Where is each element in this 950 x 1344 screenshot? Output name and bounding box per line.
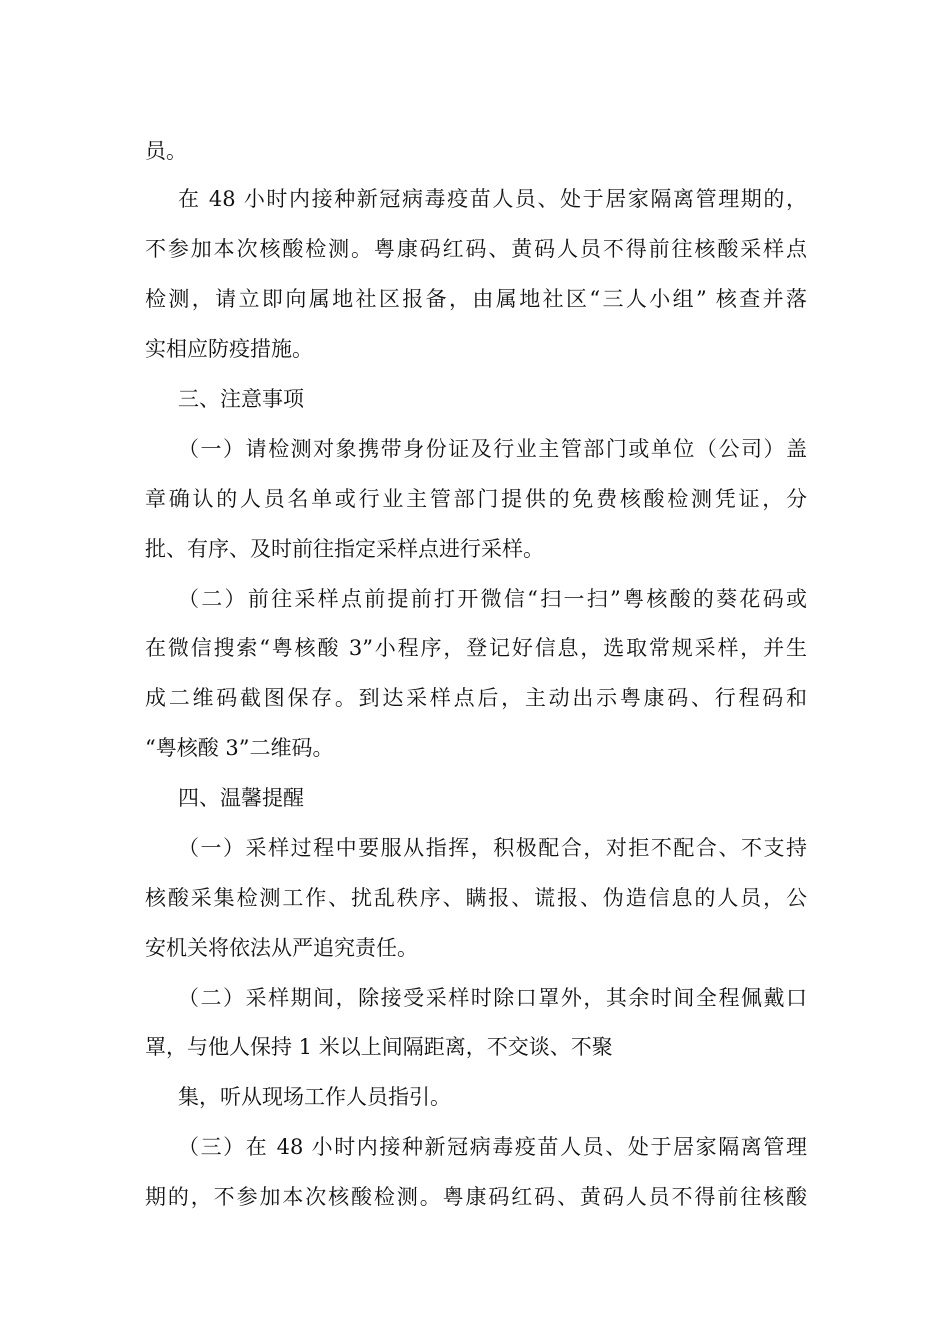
section-heading: 四、温馨提醒 [178,786,304,810]
text-line: 不参加本次核酸检测。粤康码红码、黄码人员不得前往核酸采样点 [145,237,807,261]
text-line: 核酸采集检测工作、扰乱秩序、瞒报、谎报、伪造信息的人员，公 [145,886,807,910]
text-line: 实相应防疫措施。 [145,337,313,361]
text-line: “粤核酸 3”二维码。 [145,736,334,760]
text-line: 在微信搜索“粤核酸 3”小程序，登记好信息，选取常规采样，并生 [145,636,807,660]
text-line: （一）采样过程中要服从指挥，积极配合，对拒不配合、不支持 [178,836,807,860]
text-line: （三）在 48 小时内接种新冠病毒疫苗人员、处于居家隔离管理 [178,1135,807,1159]
text-line: 期的，不参加本次核酸检测。粤康码红码、黄码人员不得前往核酸 [145,1185,807,1209]
text-line: 安机关将依法从严追究责任。 [145,936,418,960]
text-line: 检测，请立即向属地社区报备，由属地社区“三人小组” 核查并落 [145,287,807,311]
text-line: （二）采样期间，除接受采样时除口罩外，其余时间全程佩戴口 [178,986,807,1010]
text-line: 员。 [145,139,187,163]
text-line: 章确认的人员名单或行业主管部门提供的免费核酸检测凭证，分 [145,487,807,511]
text-line: 批、有序、及时前往指定采样点进行采样。 [145,537,544,561]
text-line: （一）请检测对象携带身份证及行业主管部门或单位（公司）盖 [178,437,807,461]
text-line: 集，听从现场工作人员指引。 [178,1085,451,1109]
section-heading: 三、注意事项 [178,387,304,411]
text-line: 罩，与他人保持 1 米以上间隔距离，不交谈、不聚 [145,1035,613,1059]
text-line: 在 48 小时内接种新冠病毒疫苗人员、处于居家隔离管理期的， [178,187,807,211]
text-line: 成二维码截图保存。到达采样点后，主动出示粤康码、行程码和 [145,686,807,710]
text-line: （二）前往采样点前提前打开微信“扫一扫”粤核酸的葵花码或 [178,587,807,611]
